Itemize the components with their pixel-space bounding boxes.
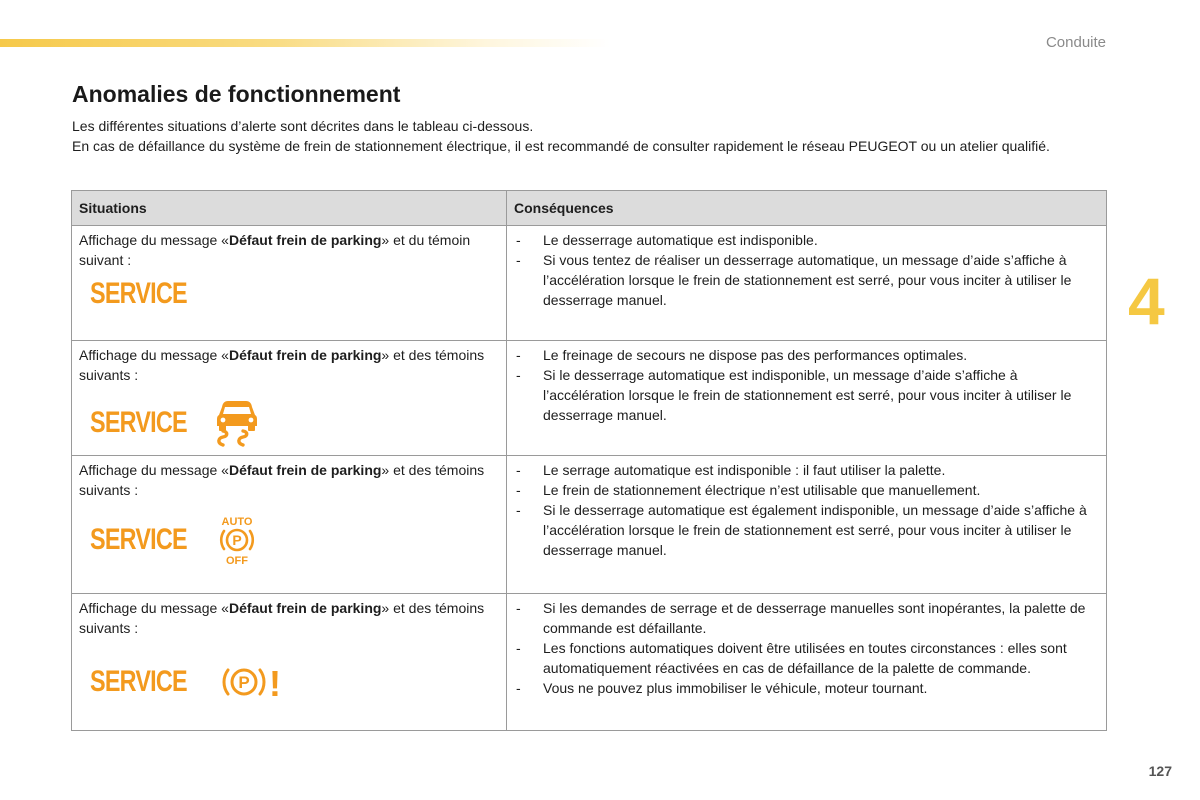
situation-cell: [72, 341, 507, 456]
parking-brake-fault-icon: [220, 662, 284, 702]
consequence-cell: [507, 456, 1107, 594]
consequence-item: - Les fonctions automatiques doivent être utilisées en toutes circonstances : elles sont automatiquement réactivées en cas de défaillance de la palette de commande.: [514, 638, 1099, 678]
consequence-item: - Le desserrage automatique est indisponible.: [514, 230, 1099, 250]
p-letter: P: [238, 673, 250, 692]
consequence-cell: [507, 226, 1107, 341]
consequence-item: - Si vous tentez de réaliser un desserrage automatique, un message d’aide s’affiche à l’accélération lorsque le frein de stationnement est serré, pour vous inciter à utiliser le desserrage manuel.: [514, 250, 1099, 310]
situation-cell: [72, 226, 507, 341]
warning-icons: [79, 662, 499, 702]
consequence-item: - Vous ne pouvez plus immobiliser le véhicule, moteur tournant.: [514, 678, 1099, 698]
table-row: [72, 226, 1107, 341]
fault-message: Défaut frein de parking: [228, 347, 382, 363]
table-row: [72, 456, 1107, 594]
situation-text-pre: Affichage du message «: [79, 600, 229, 616]
consequence-cell: [507, 341, 1107, 456]
warning-icons: [79, 277, 499, 310]
consequence-item: - Le freinage de secours ne dispose pas des performances optimales.: [514, 345, 1099, 365]
situation-text-post: » et des témoins suivants :: [79, 600, 485, 636]
situation-text-pre: Affichage du message «: [79, 232, 229, 248]
fault-message: Défaut frein de parking: [228, 600, 382, 616]
service-warning-icon: SERVICE: [90, 406, 187, 439]
consequence-list: [514, 460, 1099, 560]
warning-icons: [79, 514, 499, 566]
intro-paragraph: Les différentes situations d’alerte sont décrites dans le tableau ci-dessous.: [72, 118, 534, 134]
consequence-item: - Si les demandes de serrage et de desserrage manuelles sont inopérantes, la palette de commande est défaillante.: [514, 598, 1099, 638]
fault-message: Défaut frein de parking: [228, 232, 382, 248]
exclamation-mark: !: [269, 663, 281, 702]
consequence-item: - Le frein de stationnement électrique n’est utilisable que manuellement.: [514, 480, 1099, 500]
service-warning-icon: SERVICE: [90, 277, 187, 310]
situation-text: [79, 230, 499, 270]
fault-message: Défaut frein de parking: [228, 462, 382, 478]
page-title: Anomalies de fonctionnement: [72, 81, 401, 107]
p-letter: P: [232, 532, 242, 548]
warning-icons: [79, 399, 499, 447]
header-accent-bar: [0, 39, 610, 47]
intro-text: [72, 116, 1112, 156]
consequence-item: - Si le desserrage automatique est indisponible, un message d’aide s’affiche à l’accélération lorsque le frein de stationnement est serré, pour vous inciter à utiliser le desserrage manuel.: [514, 365, 1099, 425]
service-warning-icon: SERVICE: [90, 665, 187, 698]
off-label: OFF: [226, 555, 248, 566]
situation-text-pre: Affichage du message «: [79, 462, 229, 478]
situation-text: [79, 598, 499, 638]
situation-text: [79, 345, 499, 385]
situation-text: [79, 460, 499, 500]
consequence-item: - Si le desserrage automatique est également indisponible, un message d’aide s’affiche à l’accélération lorsque le frein de stationnement est serré, pour vous inciter à utiliser le desserrage manuel.: [514, 500, 1099, 560]
table-header-row: [72, 191, 1107, 226]
table-row: [72, 594, 1107, 731]
consequence-list: [514, 230, 1099, 310]
situation-text-post: » et du témoin suivant :: [79, 232, 471, 268]
section-label: Conduite: [1045, 34, 1106, 51]
column-header-consequences: Conséquences: [507, 191, 1107, 226]
auto-label: AUTO: [221, 516, 253, 528]
situation-text-post: » et des témoins suivants :: [79, 347, 485, 383]
consequence-list: [514, 598, 1099, 698]
intro-paragraph: En cas de défaillance du système de frein de stationnement électrique, il est recommandé de consulter rapidement le réseau PEUGEOT ou un atelier qualifié.: [72, 138, 1050, 154]
situation-text-pre: Affichage du message «: [79, 347, 229, 363]
situation-cell: [72, 594, 507, 731]
consequence-item: - Le serrage automatique est indisponible : il faut utiliser la palette.: [514, 460, 1099, 480]
table-row: [72, 341, 1107, 456]
fault-table: [71, 190, 1107, 731]
service-warning-icon: SERVICE: [90, 523, 187, 556]
auto-p-off-icon: [214, 514, 260, 566]
skid-control-icon: [214, 399, 260, 447]
situation-cell: [72, 456, 507, 594]
consequence-list: [514, 345, 1099, 425]
chapter-number: 4: [1128, 264, 1165, 338]
column-header-situations: Situations: [72, 191, 507, 226]
consequence-cell: [507, 594, 1107, 731]
page-number: 127: [1148, 763, 1172, 779]
situation-text-post: » et des témoins suivants :: [79, 462, 485, 498]
